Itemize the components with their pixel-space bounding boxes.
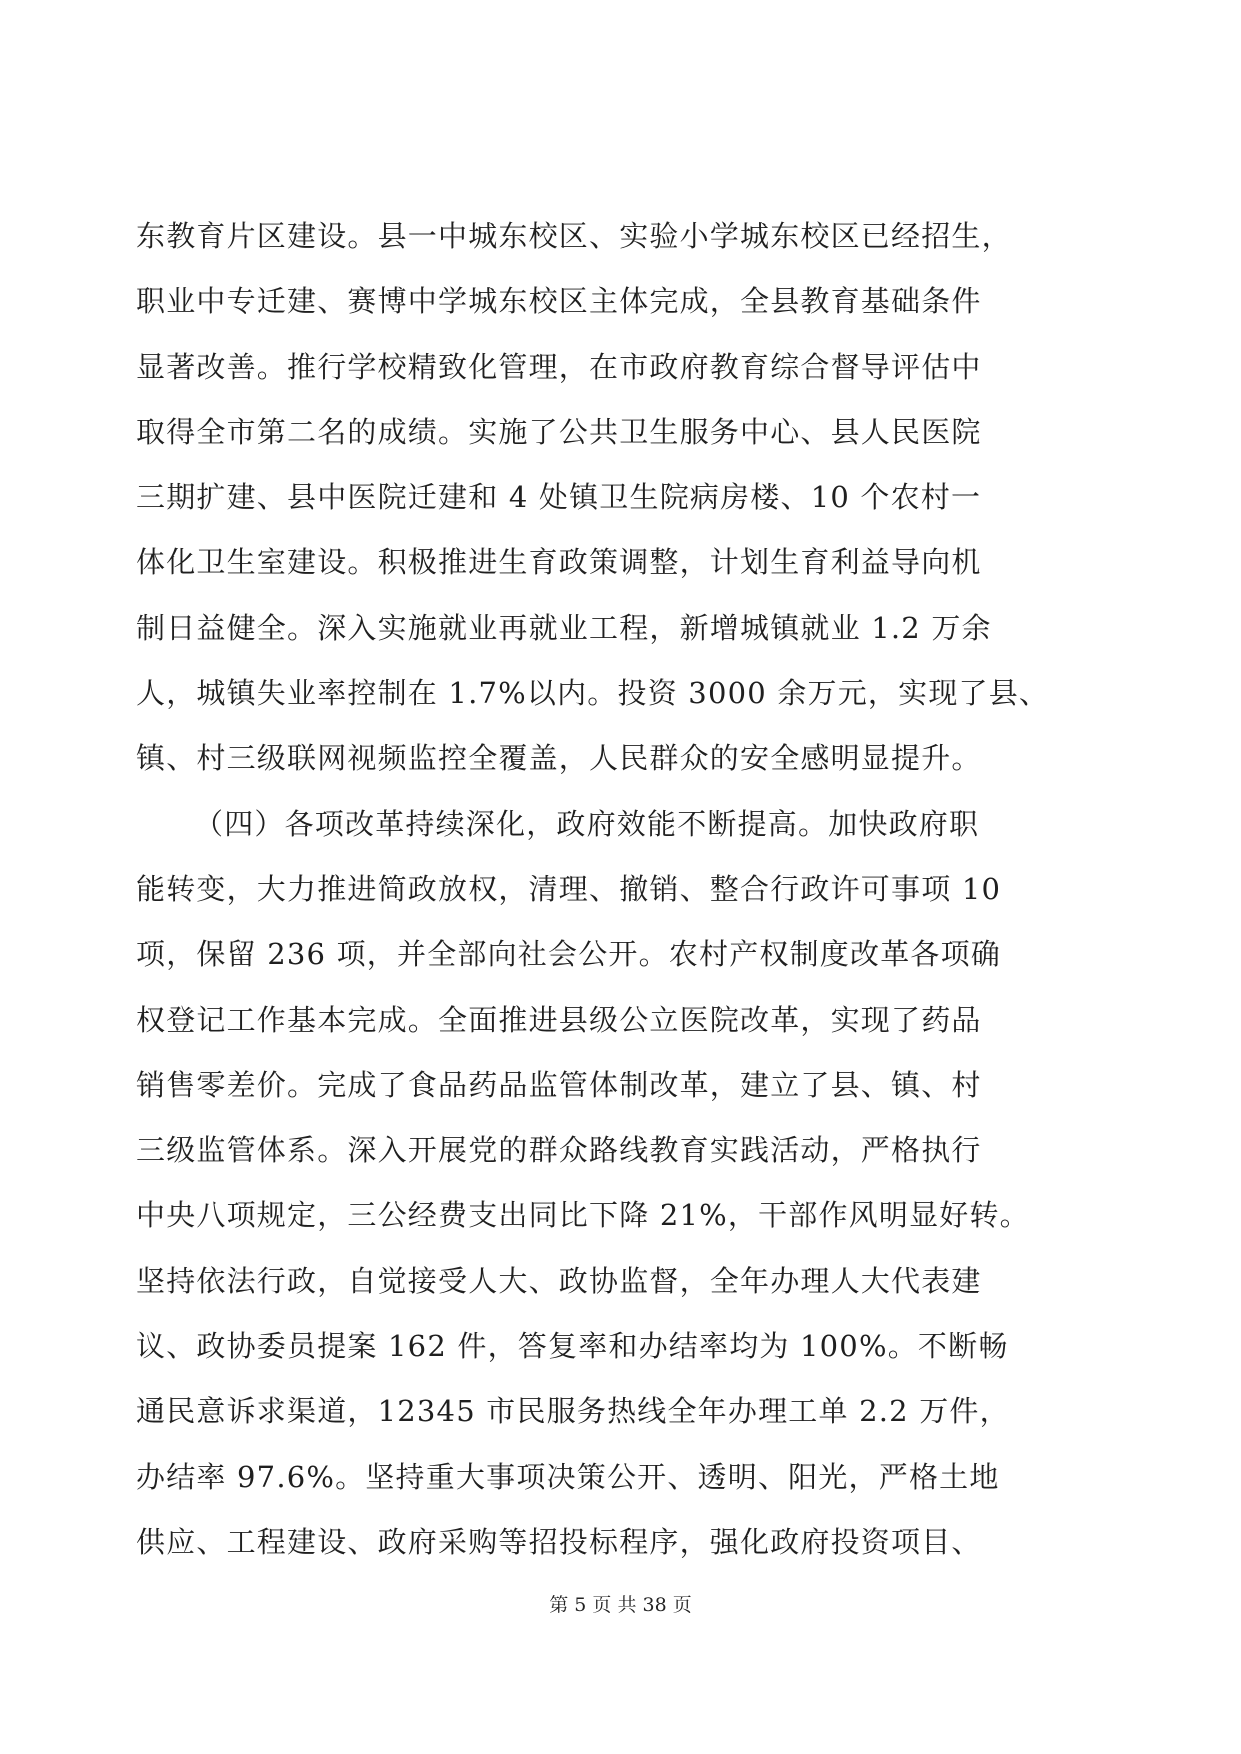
text-line: 人，城镇失业率控制在 1.7%以内。投资 3000 余万元，实现了县、 xyxy=(136,676,1050,711)
page-number-footer: 第 5 页 共 38 页 xyxy=(549,1594,692,1616)
text-line: 体化卫生室建设。积极推进生育政策调整，计划生育利益导向机 xyxy=(136,545,982,580)
text-line: 东教育片区建设。县一中城东校区、实验小学城东校区已经招生， xyxy=(136,219,1012,253)
text-line: 供应、工程建设、政府采购等招投标程序，强化政府投资项目、 xyxy=(136,1524,982,1559)
text-line: 通民意诉求渠道，12345 市民服务热线全年办理工单 2.2 万件， xyxy=(136,1394,1010,1429)
text-line: 取得全市第二名的成绩。实施了公共卫生服务中心、县人民医院 xyxy=(136,414,982,449)
text-line: 销售零差价。完成了食品药品监管体制改革，建立了县、镇、村 xyxy=(136,1067,982,1102)
text-line: 职业中专迁建、赛博中学城东校区主体完成，全县教育基础条件 xyxy=(136,284,982,319)
text-line: 坚持依法行政，自觉接受人大、政协监督，全年办理人大代表建 xyxy=(136,1263,982,1298)
text-line: 三级监管体系。深入开展党的群众路线教育实践活动，严格执行 xyxy=(136,1133,982,1168)
text-line: 镇、村三级联网视频监控全覆盖，人民群众的安全感明显提升。 xyxy=(136,741,982,776)
text-line: 制日益健全。深入实施就业再就业工程，新增城镇就业 1.2 万余 xyxy=(136,610,992,645)
text-line: 能转变，大力推进简政放权，清理、撤销、整合行政许可事项 10 xyxy=(136,871,1002,906)
text-line: 项，保留 236 项，并全部向社会公开。农村产权制度改革各项确 xyxy=(136,937,1001,972)
body-text xyxy=(136,204,1106,1575)
text-line: 议、政协委员提案 162 件，答复率和办结率均为 100%。不断畅 xyxy=(136,1329,1009,1364)
text-line: 显著改善。推行学校精致化管理，在市政府教育综合督导评估中 xyxy=(136,349,982,384)
text-line: 三期扩建、县中医院迁建和 4 处镇卫生院病房楼、10 个农村一 xyxy=(136,480,982,515)
text-line: 中央八项规定，三公经费支出同比下降 21%，干部作风明显好转。 xyxy=(136,1198,1030,1233)
text-line: 办结率 97.6%。坚持重大事项决策公开、透明、阳光，严格土地 xyxy=(136,1459,1000,1494)
text-line: 权登记工作基本完成。全面推进县级公立医院改革，实现了药品 xyxy=(136,1002,982,1037)
section-heading-line: （四）各项改革持续深化，政府效能不断提高。加快政府职 xyxy=(194,806,980,841)
